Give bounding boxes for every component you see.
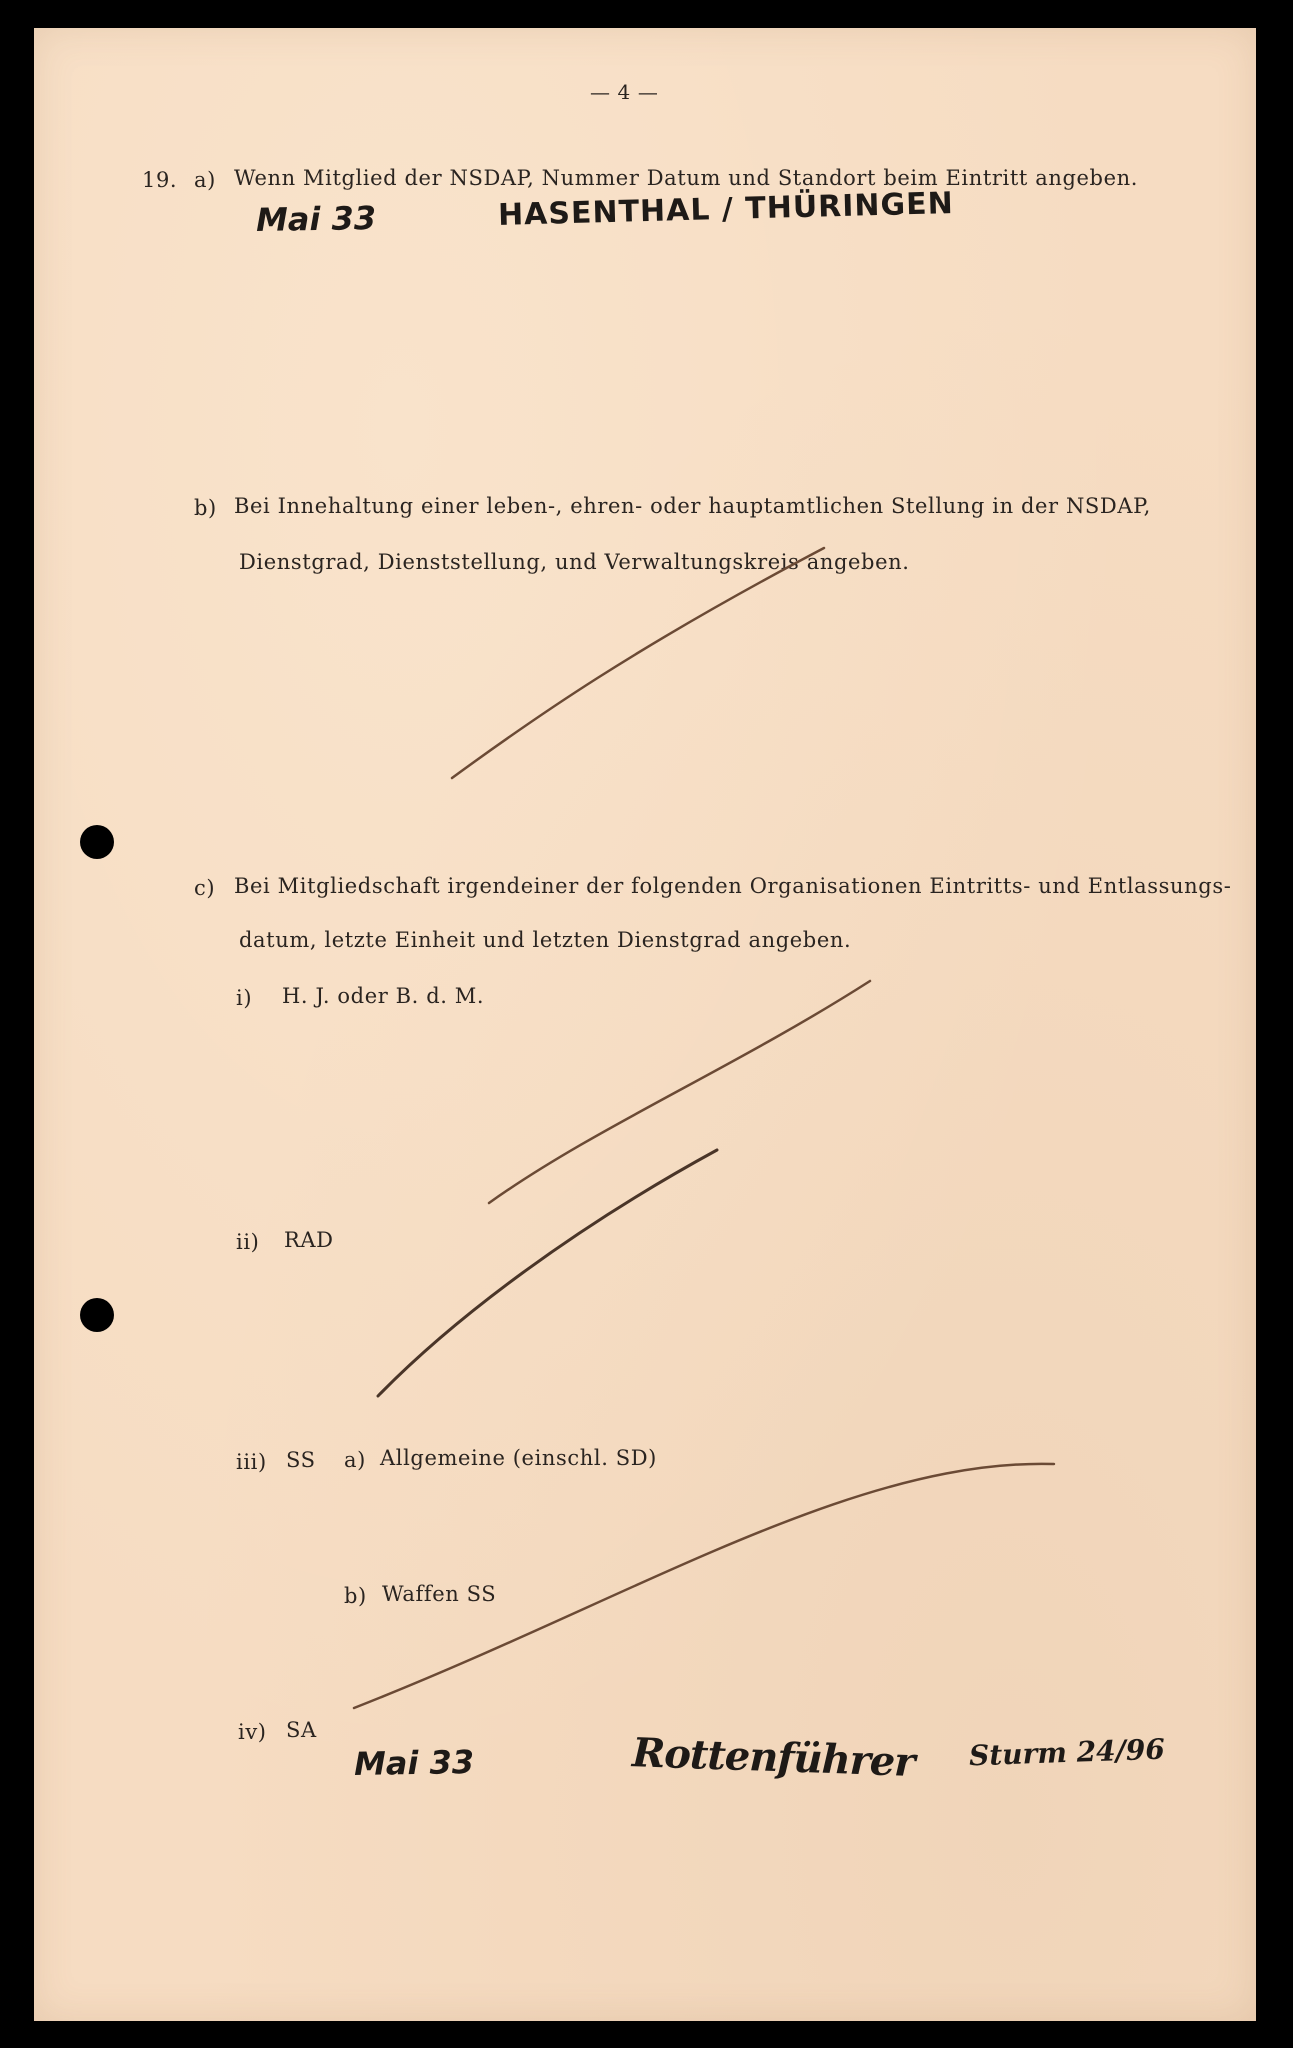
question-c-text-line1: Bei Mitgliedschaft irgendeiner der folgenden Organisationen Eintritts- und Entlassungs- [234, 874, 1232, 898]
strike-line-b [452, 548, 824, 778]
punch-hole-top [80, 825, 114, 859]
item-iii-b-text: Waffen SS [382, 1582, 497, 1606]
answer-sa-date: Mai 33 [353, 1742, 475, 1784]
question-b-text-line1: Bei Innehaltung einer leben-, ehren- oder hauptamtlichen Stellung in der NSDAP, [234, 494, 1151, 518]
question-b-text-line2: Dienstgrad, Dienststellung, und Verwaltungskreis angeben. [239, 550, 910, 574]
item-iii-text: SS [286, 1448, 316, 1472]
item-i-text: H. J. oder B. d. M. [282, 984, 485, 1008]
answer-a-date: Mai 33 [255, 198, 377, 240]
question-b-label: b) [194, 496, 217, 520]
item-iii-label: iii) [236, 1450, 267, 1474]
answer-a-place: HASENTHAL / THÜRINGEN [497, 186, 955, 233]
item-iii-b-label: b) [344, 1584, 367, 1608]
question-a-label: a) [194, 168, 216, 192]
question-c-text-line2: datum, letzte Einheit und letzten Dienstgrad angeben. [239, 928, 852, 952]
punch-hole-bottom [80, 1298, 114, 1332]
item-iv-label: iv) [238, 1720, 267, 1744]
item-ii-text: RAD [284, 1228, 334, 1252]
item-iv-text: SA [286, 1718, 317, 1742]
item-iii-a-text: Allgemeine (einschl. SD) [380, 1446, 657, 1470]
item-iii-a-label: a) [344, 1448, 366, 1472]
item-i-label: i) [236, 986, 253, 1010]
page-number: — 4 — [590, 80, 659, 104]
question-a-text: Wenn Mitglied der NSDAP, Nummer Datum und Standort beim Eintritt angeben. [234, 166, 1139, 190]
question-number: 19. [142, 168, 178, 192]
answer-sa-rank: Rottenführer [631, 1729, 916, 1786]
strike-line-ii [378, 1150, 717, 1396]
answer-sa-unit: Sturm 24/96 [968, 1732, 1166, 1773]
question-c-label: c) [194, 876, 216, 900]
form-page [34, 28, 1256, 2021]
item-ii-label: ii) [236, 1230, 260, 1254]
pencil-strokes [34, 28, 1256, 2021]
strike-line-i [489, 981, 870, 1203]
